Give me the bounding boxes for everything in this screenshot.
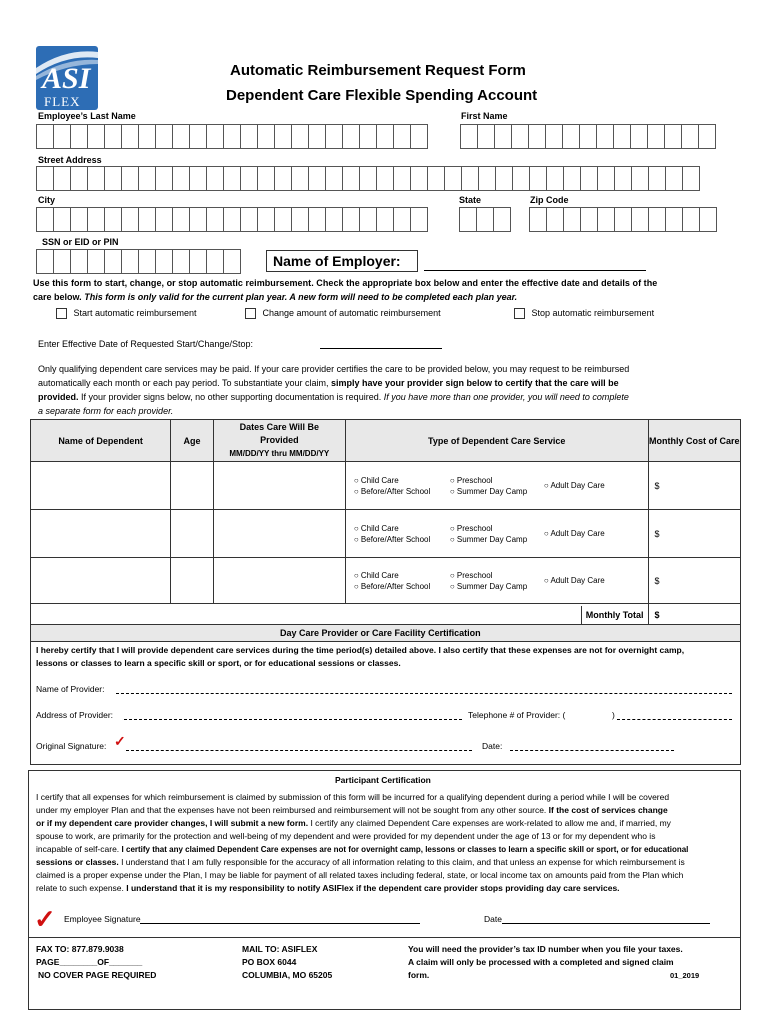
logo-text-asi: ASI bbox=[42, 62, 91, 95]
dollar-sign: $ bbox=[654, 528, 660, 539]
state-label: State bbox=[459, 195, 482, 205]
form-subtitle: Dependent Care Flexible Spending Account bbox=[226, 87, 538, 104]
char-box[interactable] bbox=[206, 166, 224, 191]
mail-line2: PO BOX 6044 bbox=[242, 957, 297, 967]
char-box[interactable] bbox=[579, 124, 597, 149]
monthly-cost-cell[interactable] bbox=[648, 510, 740, 558]
intro-line2 bbox=[33, 292, 517, 302]
char-box[interactable] bbox=[614, 207, 632, 232]
dependent-name-cell[interactable] bbox=[31, 462, 171, 510]
start-option[interactable] bbox=[56, 308, 197, 319]
char-box[interactable] bbox=[477, 124, 495, 149]
change-option[interactable] bbox=[245, 308, 441, 319]
city-grid[interactable] bbox=[36, 207, 427, 232]
preschool-label: Preschool bbox=[456, 570, 493, 580]
char-box[interactable] bbox=[580, 207, 598, 232]
summer-camp-option[interactable]: ○ Summer Day Camp bbox=[449, 534, 528, 544]
char-box[interactable] bbox=[614, 166, 632, 191]
header-cost: Monthly Cost of Care bbox=[648, 420, 740, 462]
char-box[interactable] bbox=[87, 166, 105, 191]
char-box[interactable] bbox=[562, 124, 580, 149]
intro-line2a: care below. bbox=[33, 292, 82, 302]
char-box[interactable] bbox=[529, 207, 547, 232]
char-box[interactable] bbox=[155, 124, 173, 149]
char-box[interactable] bbox=[359, 166, 377, 191]
qualify-line3 bbox=[38, 392, 629, 402]
ssn-label: SSN or EID or PIN bbox=[42, 237, 119, 247]
char-box[interactable] bbox=[172, 124, 190, 149]
zip-label: Zip Code bbox=[530, 195, 569, 205]
total-label-cell bbox=[345, 604, 648, 626]
adult-care-label: Adult Day Care bbox=[550, 529, 605, 538]
char-box[interactable] bbox=[138, 207, 156, 232]
first-name-label: First Name bbox=[461, 111, 508, 121]
char-box[interactable] bbox=[70, 207, 88, 232]
participant-line8 bbox=[36, 883, 620, 893]
change-checkbox[interactable] bbox=[245, 308, 256, 319]
header-dates-line1: Dates Care Will Be bbox=[239, 422, 320, 432]
child-care-option[interactable]: ○ Child Care bbox=[353, 475, 399, 485]
char-box[interactable] bbox=[478, 166, 496, 191]
char-box[interactable] bbox=[291, 166, 309, 191]
form-title: Automatic Reimbursement Request Form bbox=[230, 62, 526, 79]
char-box[interactable] bbox=[410, 124, 428, 149]
fax-info: FAX TO: 877.879.9038 bbox=[36, 944, 124, 954]
table-header-row bbox=[31, 420, 741, 462]
effective-date-input[interactable] bbox=[320, 348, 442, 349]
char-box[interactable] bbox=[493, 207, 511, 232]
participant-line5b: I certify that any claimed Dependent Care expenses are not for overnight camp, lessons or classes to learn a specific skill or sport, or for educational bbox=[121, 845, 689, 854]
char-box[interactable] bbox=[325, 166, 343, 191]
city-label: City bbox=[38, 195, 56, 205]
header-dates-line2: Provided bbox=[260, 435, 299, 445]
provider-signature-input[interactable] bbox=[126, 750, 472, 751]
char-box[interactable] bbox=[308, 166, 326, 191]
monthly-total-row bbox=[31, 604, 741, 626]
char-box[interactable] bbox=[291, 207, 309, 232]
adult-care-option[interactable]: ○ Adult Day Care bbox=[543, 481, 605, 490]
char-box[interactable] bbox=[631, 207, 649, 232]
before-after-option[interactable]: ○ Before/After School bbox=[353, 581, 431, 591]
char-box[interactable] bbox=[257, 207, 275, 232]
employee-date-input[interactable] bbox=[502, 923, 710, 924]
age-cell[interactable] bbox=[171, 558, 214, 604]
participant-line2a: under my employer Plan and that the expenses have not been reimbursed and reimbursement will not be sought from any other source. bbox=[36, 805, 547, 815]
dates-cell[interactable] bbox=[213, 510, 345, 558]
char-box[interactable] bbox=[647, 124, 665, 149]
char-box[interactable] bbox=[682, 207, 700, 232]
before-after-label: Before/After School bbox=[360, 534, 431, 544]
char-box[interactable] bbox=[664, 124, 682, 149]
char-box[interactable] bbox=[223, 207, 241, 232]
char-box[interactable] bbox=[682, 166, 700, 191]
header-dates bbox=[213, 420, 345, 462]
char-box[interactable] bbox=[681, 124, 699, 149]
street-label: Street Address bbox=[38, 155, 102, 165]
participant-line4: spouse to work, are primarily for the protection and well-being of my dependent and were provided for my dependent under the age of 13 or for my dependent who is bbox=[36, 831, 656, 841]
note-line1: You will need the provider’s tax ID number when you file your taxes. bbox=[408, 944, 683, 954]
char-box[interactable] bbox=[172, 166, 190, 191]
last-name-grid[interactable] bbox=[36, 124, 427, 149]
char-box[interactable] bbox=[155, 166, 173, 191]
char-box[interactable] bbox=[36, 207, 54, 232]
participant-line5 bbox=[36, 844, 688, 854]
char-box[interactable] bbox=[87, 124, 105, 149]
char-box[interactable] bbox=[257, 166, 275, 191]
char-box[interactable] bbox=[87, 249, 105, 274]
char-box[interactable] bbox=[563, 166, 581, 191]
child-care-option[interactable]: ○ Child Care bbox=[353, 523, 399, 533]
header-type: Type of Dependent Care Service bbox=[345, 420, 648, 462]
participant-line2b: If the cost of services change bbox=[548, 805, 668, 815]
qualify-line2b: simply have your provider sign below to certify that the care will be bbox=[331, 378, 619, 388]
char-box[interactable] bbox=[325, 207, 343, 232]
char-box[interactable] bbox=[104, 124, 122, 149]
dates-cell[interactable] bbox=[213, 558, 345, 604]
char-box[interactable] bbox=[512, 166, 530, 191]
char-box[interactable] bbox=[342, 166, 360, 191]
monthly-cost-cell[interactable] bbox=[648, 558, 740, 604]
char-box[interactable] bbox=[410, 207, 428, 232]
employer-input[interactable] bbox=[424, 270, 646, 271]
participant-line8a: relate to such expense. bbox=[36, 883, 124, 893]
form-version: 01_2019 bbox=[670, 971, 700, 980]
char-box[interactable] bbox=[393, 166, 411, 191]
provider-name-input[interactable] bbox=[116, 693, 732, 694]
monthly-total-value[interactable]: $ bbox=[648, 604, 740, 626]
char-box[interactable] bbox=[155, 207, 173, 232]
char-box[interactable] bbox=[393, 124, 411, 149]
char-box[interactable] bbox=[460, 124, 478, 149]
age-cell[interactable] bbox=[171, 510, 214, 558]
preschool-label: Preschool bbox=[456, 475, 493, 485]
summer-camp-option[interactable]: ○ Summer Day Camp bbox=[449, 486, 528, 496]
char-box[interactable] bbox=[53, 124, 71, 149]
dependent-name-cell[interactable] bbox=[31, 558, 171, 604]
provider-phone-close: ) bbox=[612, 710, 615, 720]
char-box[interactable] bbox=[665, 207, 683, 232]
char-box[interactable] bbox=[359, 124, 377, 149]
table-row bbox=[31, 462, 741, 510]
participant-line6 bbox=[36, 857, 685, 867]
provider-phone-label: Telephone # of Provider: ( bbox=[468, 710, 566, 720]
char-box[interactable] bbox=[70, 166, 88, 191]
page-info: PAGE________OF_______ bbox=[36, 957, 143, 967]
logo-text-flex: FLEX bbox=[44, 94, 81, 109]
qualify-line2a: automatically each month or each pay period. To substantiate your claim, bbox=[38, 378, 329, 388]
effective-date-label: Enter Effective Date of Requested Start/Change/Stop: bbox=[38, 339, 253, 349]
char-box[interactable] bbox=[53, 249, 71, 274]
qualify-line1: Only qualifying dependent care services may be paid. If your care provider certifies the care to be provided below, you may request to be reimbursed bbox=[38, 364, 630, 374]
employee-date-label: Date bbox=[484, 914, 502, 924]
char-box[interactable] bbox=[359, 207, 377, 232]
participant-line6a: sessions or classes. bbox=[36, 857, 119, 867]
char-box[interactable] bbox=[121, 124, 139, 149]
char-box[interactable] bbox=[155, 249, 173, 274]
char-box[interactable] bbox=[308, 207, 326, 232]
intro-line2b: This form is only valid for the current plan year. A new form will need to be completed each plan year. bbox=[84, 292, 518, 302]
char-box[interactable] bbox=[596, 124, 614, 149]
footer-divider bbox=[28, 937, 741, 938]
child-care-label: Child Care bbox=[360, 523, 399, 533]
char-box[interactable] bbox=[104, 166, 122, 191]
street-grid[interactable] bbox=[36, 166, 699, 191]
employee-signature-input[interactable] bbox=[140, 923, 420, 924]
char-box[interactable] bbox=[580, 166, 598, 191]
char-box[interactable] bbox=[325, 124, 343, 149]
char-box[interactable] bbox=[648, 166, 666, 191]
char-box[interactable] bbox=[511, 124, 529, 149]
preschool-option[interactable]: ○ Preschool bbox=[449, 475, 493, 485]
char-box[interactable] bbox=[121, 249, 139, 274]
char-box[interactable] bbox=[597, 207, 615, 232]
monthly-total-label: Monthly Total bbox=[581, 606, 648, 624]
participant-line2 bbox=[36, 805, 668, 815]
participant-line6b: I understand that I am fully responsible for the accuracy of all information relating to this claim, and that unless an expense for which reimbursement is bbox=[121, 857, 685, 867]
char-box[interactable] bbox=[223, 249, 241, 274]
char-box[interactable] bbox=[376, 124, 394, 149]
char-box[interactable] bbox=[172, 207, 190, 232]
char-box[interactable] bbox=[138, 124, 156, 149]
adult-care-label: Adult Day Care bbox=[550, 481, 605, 490]
char-box[interactable] bbox=[240, 166, 258, 191]
summer-camp-label: Summer Day Camp bbox=[456, 534, 528, 544]
char-box[interactable] bbox=[631, 166, 649, 191]
state-grid[interactable] bbox=[459, 207, 510, 232]
preschool-option[interactable]: ○ Preschool bbox=[449, 523, 493, 533]
char-box[interactable] bbox=[444, 166, 462, 191]
char-box[interactable] bbox=[240, 124, 258, 149]
employee-check-icon: ✓ bbox=[34, 904, 56, 934]
qualify-line2 bbox=[38, 378, 619, 388]
char-box[interactable] bbox=[410, 166, 428, 191]
participant-cert-title: Participant Certification bbox=[335, 775, 431, 785]
char-box[interactable] bbox=[274, 207, 292, 232]
char-box[interactable] bbox=[630, 124, 648, 149]
provider-phone-input[interactable] bbox=[617, 719, 732, 720]
char-box[interactable] bbox=[529, 166, 547, 191]
char-box[interactable] bbox=[376, 207, 394, 232]
preschool-label: Preschool bbox=[456, 523, 493, 533]
char-box[interactable] bbox=[461, 166, 479, 191]
char-box[interactable] bbox=[545, 124, 563, 149]
char-box[interactable] bbox=[376, 166, 394, 191]
participant-line7: claimed is a proper expense under the Plan, I may be liable for payment of all related taxes including federal, state, or local income tax on amounts paid from the Plan which bbox=[36, 870, 684, 880]
char-box[interactable] bbox=[223, 166, 241, 191]
child-care-option[interactable]: ○ Child Care bbox=[353, 570, 399, 580]
char-box[interactable] bbox=[70, 249, 88, 274]
char-box[interactable] bbox=[665, 166, 683, 191]
char-box[interactable] bbox=[342, 207, 360, 232]
char-box[interactable] bbox=[597, 166, 615, 191]
service-type-cell bbox=[345, 462, 648, 510]
qualify-line4: a separate form for each provider. bbox=[38, 406, 174, 416]
employee-signature-label: Employee Signature bbox=[64, 914, 141, 924]
asiflex-logo bbox=[36, 46, 98, 110]
participant-line1: I certify that all expenses for which reimbursement is claimed by submission of this form will be incurred for a qualifying dependent during a period while I will be covered bbox=[36, 792, 670, 802]
monthly-cost-cell[interactable] bbox=[648, 462, 740, 510]
age-cell[interactable] bbox=[171, 462, 214, 510]
participant-line8b: I understand that it is my responsibility to notify ASIFlex if the dependent care provider stops providing day care services. bbox=[126, 883, 620, 893]
char-box[interactable] bbox=[427, 166, 445, 191]
char-box[interactable] bbox=[648, 207, 666, 232]
char-box[interactable] bbox=[70, 124, 88, 149]
service-type-cell bbox=[345, 558, 648, 604]
char-box[interactable] bbox=[87, 207, 105, 232]
char-box[interactable] bbox=[291, 124, 309, 149]
total-spacer bbox=[31, 604, 346, 626]
char-box[interactable] bbox=[53, 207, 71, 232]
char-box[interactable] bbox=[546, 166, 564, 191]
header-dates-line3: MM/DD/YY thru MM/DD/YY bbox=[229, 449, 330, 458]
char-box[interactable] bbox=[563, 207, 581, 232]
char-box[interactable] bbox=[494, 124, 512, 149]
table-row bbox=[31, 510, 741, 558]
char-box[interactable] bbox=[189, 207, 207, 232]
header-age: Age bbox=[171, 420, 214, 462]
stop-checkbox[interactable] bbox=[514, 308, 525, 319]
note-line3: form. bbox=[408, 970, 430, 980]
stop-option[interactable] bbox=[514, 308, 654, 319]
char-box[interactable] bbox=[459, 207, 477, 232]
char-box[interactable] bbox=[138, 166, 156, 191]
last-name-label: Employee’s Last Name bbox=[38, 111, 136, 121]
ssn-grid[interactable] bbox=[36, 249, 240, 274]
summer-camp-label: Summer Day Camp bbox=[456, 486, 528, 496]
mail-line1: MAIL TO: ASIFLEX bbox=[242, 944, 318, 954]
mail-line3: COLUMBIA, MO 65205 bbox=[242, 970, 333, 980]
char-box[interactable] bbox=[308, 124, 326, 149]
dates-cell[interactable] bbox=[213, 462, 345, 510]
provider-address-input[interactable] bbox=[124, 719, 462, 720]
table-row bbox=[31, 558, 741, 604]
char-box[interactable] bbox=[393, 207, 411, 232]
adult-care-option[interactable]: ○ Adult Day Care bbox=[543, 576, 605, 585]
participant-line5a: incapable of self-care. bbox=[36, 844, 120, 854]
change-label: Change amount of automatic reimbursement bbox=[262, 308, 441, 318]
provider-signature-label: Original Signature: bbox=[36, 741, 107, 751]
participant-line3a: or if my dependent care provider changes, I will submit a new form. bbox=[36, 818, 309, 828]
char-box[interactable] bbox=[189, 166, 207, 191]
first-name-grid[interactable] bbox=[460, 124, 715, 149]
participant-line3b: I certify any claimed Dependent Care expenses are work-related to allow me and, if married, my bbox=[310, 818, 671, 828]
char-box[interactable] bbox=[613, 124, 631, 149]
no-cover-info: NO COVER PAGE REQUIRED bbox=[38, 970, 157, 980]
before-after-option[interactable]: ○ Before/After School bbox=[353, 486, 431, 496]
char-box[interactable] bbox=[528, 124, 546, 149]
provider-cert-title: Day Care Provider or Care Facility Certification bbox=[280, 628, 481, 638]
dependent-name-cell[interactable] bbox=[31, 510, 171, 558]
before-after-option[interactable]: ○ Before/After School bbox=[353, 534, 431, 544]
char-box[interactable] bbox=[476, 207, 494, 232]
participant-line3 bbox=[36, 818, 671, 828]
char-box[interactable] bbox=[257, 124, 275, 149]
qualify-line3c: If you have more than one provider, you will need to complete bbox=[383, 392, 629, 402]
qualify-line3a: provided. bbox=[38, 392, 79, 402]
char-box[interactable] bbox=[36, 166, 54, 191]
char-box[interactable] bbox=[121, 166, 139, 191]
char-box[interactable] bbox=[36, 124, 54, 149]
char-box[interactable] bbox=[206, 207, 224, 232]
char-box[interactable] bbox=[53, 166, 71, 191]
intro-line1: Use this form to start, change, or stop automatic reimbursement. Check the appropriate box below and enter the effective date and details of the bbox=[33, 278, 658, 288]
char-box[interactable] bbox=[274, 166, 292, 191]
preschool-option[interactable]: ○ Preschool bbox=[449, 570, 493, 580]
char-box[interactable] bbox=[189, 124, 207, 149]
before-after-label: Before/After School bbox=[360, 581, 431, 591]
char-box[interactable] bbox=[546, 207, 564, 232]
char-box[interactable] bbox=[172, 249, 190, 274]
char-box[interactable] bbox=[495, 166, 513, 191]
char-box[interactable] bbox=[698, 124, 716, 149]
zip-grid[interactable] bbox=[529, 207, 716, 232]
char-box[interactable] bbox=[240, 207, 258, 232]
adult-care-label: Adult Day Care bbox=[550, 576, 605, 585]
char-box[interactable] bbox=[104, 207, 122, 232]
provider-date-input[interactable] bbox=[510, 750, 674, 751]
char-box[interactable] bbox=[138, 249, 156, 274]
char-box[interactable] bbox=[121, 207, 139, 232]
header-name: Name of Dependent bbox=[31, 420, 171, 462]
char-box[interactable] bbox=[206, 249, 224, 274]
char-box[interactable] bbox=[36, 249, 54, 274]
start-label: Start automatic reimbursement bbox=[73, 308, 197, 318]
char-box[interactable] bbox=[104, 249, 122, 274]
service-type-cell bbox=[345, 510, 648, 558]
provider-name-label: Name of Provider: bbox=[36, 684, 105, 694]
char-box[interactable] bbox=[699, 207, 717, 232]
summer-camp-option[interactable]: ○ Summer Day Camp bbox=[449, 581, 528, 591]
char-box[interactable] bbox=[342, 124, 360, 149]
summer-camp-label: Summer Day Camp bbox=[456, 581, 528, 591]
char-box[interactable] bbox=[189, 249, 207, 274]
provider-cert-line1: I hereby certify that I will provide dependent care services during the time period(s) detailed above. I also certify that these expenses are not for overnight camp, bbox=[36, 645, 685, 655]
employer-label: Name of Employer: bbox=[266, 250, 418, 272]
provider-cert-line2: lessons or classes to learn a specific skill or sport, or for educational sessions or classes. bbox=[36, 658, 401, 668]
child-care-label: Child Care bbox=[360, 475, 399, 485]
char-box[interactable] bbox=[206, 124, 224, 149]
provider-check-icon: ✓ bbox=[114, 733, 126, 749]
adult-care-option[interactable]: ○ Adult Day Care bbox=[543, 529, 605, 538]
provider-address-label: Address of Provider: bbox=[36, 710, 114, 720]
stop-label: Stop automatic reimbursement bbox=[531, 308, 655, 318]
note-line2: A claim will only be processed with a completed and signed claim bbox=[408, 957, 674, 967]
child-care-label: Child Care bbox=[360, 570, 399, 580]
qualify-line3b: If your provider signs below, no other supporting documentation is required. bbox=[81, 392, 382, 402]
provider-date-label: Date: bbox=[482, 741, 503, 751]
dollar-sign: $ bbox=[654, 480, 660, 491]
start-checkbox[interactable] bbox=[56, 308, 67, 319]
char-box[interactable] bbox=[274, 124, 292, 149]
before-after-label: Before/After School bbox=[360, 486, 431, 496]
char-box[interactable] bbox=[223, 124, 241, 149]
dollar-sign: $ bbox=[654, 575, 660, 586]
dependent-table bbox=[30, 419, 741, 626]
